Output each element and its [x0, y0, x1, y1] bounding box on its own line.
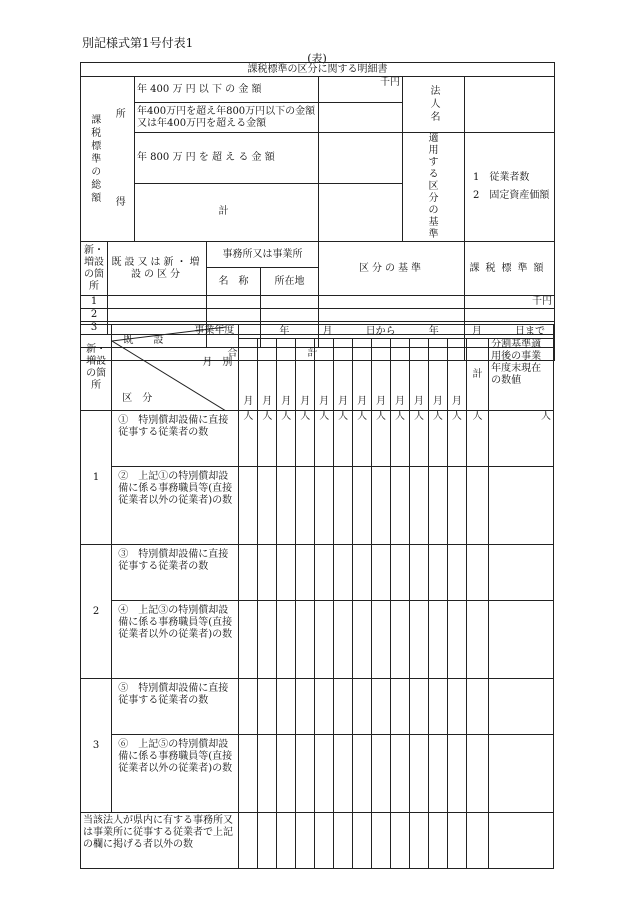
- month-value-cell[interactable]: [277, 735, 296, 813]
- month-value-cell[interactable]: [428, 735, 447, 813]
- month-value-cell[interactable]: [447, 679, 466, 735]
- month-value-cell[interactable]: [239, 813, 258, 869]
- month-value-cell[interactable]: [296, 467, 315, 545]
- month-value-cell[interactable]: [315, 545, 334, 601]
- month-value-cell[interactable]: [428, 601, 447, 679]
- month-value-cell[interactable]: [258, 735, 277, 813]
- row-4m-8m: 年400万円を超え年800万円以下の金額又は年400万円を超える金額: [135, 103, 319, 133]
- after-split-value-cell[interactable]: [489, 545, 554, 601]
- month-value-cell[interactable]: [239, 601, 258, 679]
- month-value-cell[interactable]: [409, 813, 428, 869]
- site-row-cell[interactable]: [108, 296, 207, 309]
- site-row-cell[interactable]: [319, 309, 465, 322]
- month-value-cell[interactable]: [428, 467, 447, 545]
- category-item: ⑥ 上記⑤の特別償却設備に係る事務職員等(直接従業者以外の従業者)の数: [112, 735, 239, 813]
- total-value-cell[interactable]: [466, 545, 488, 601]
- basis-options[interactable]: 1 従業者数 2 固定資産価額: [465, 133, 555, 242]
- month-value-cell[interactable]: [353, 601, 372, 679]
- month-value-cell[interactable]: [315, 679, 334, 735]
- month-value-cell[interactable]: [258, 601, 277, 679]
- month-value-cell[interactable]: [334, 813, 353, 869]
- grand-total-label: 合 計: [81, 348, 465, 361]
- month-label: 月: [447, 395, 466, 411]
- basis-label: 適用する区分の基準: [403, 133, 465, 242]
- name-col-label: 名 称: [207, 268, 261, 296]
- amount-4m-8m[interactable]: [319, 103, 403, 133]
- after-split-value-cell[interactable]: 人: [489, 411, 554, 467]
- after-split-value-cell[interactable]: [489, 735, 554, 813]
- month-value-cell[interactable]: [447, 601, 466, 679]
- month-value-cell[interactable]: [353, 735, 372, 813]
- month-label: 月: [258, 395, 277, 411]
- total-label: 課税標準の総額: [81, 77, 108, 242]
- month-value-cell[interactable]: [391, 813, 410, 869]
- month-value-cell[interactable]: [353, 545, 372, 601]
- month-value-cell[interactable]: [258, 813, 277, 869]
- month-value-cell[interactable]: [353, 467, 372, 545]
- month-value-cell[interactable]: 人: [334, 411, 353, 467]
- location-col-label: 所在地: [261, 268, 319, 296]
- basis-col-label: 区分の基準: [319, 242, 465, 296]
- month-label: 月: [372, 395, 391, 411]
- month-value-cell[interactable]: [372, 679, 391, 735]
- month-value-cell[interactable]: [277, 679, 296, 735]
- existing-row-label: 既 設: [81, 335, 207, 348]
- corp-name-label: 法人名: [403, 77, 465, 133]
- month-value-cell[interactable]: [296, 545, 315, 601]
- month-value-cell[interactable]: [447, 735, 466, 813]
- total-value-cell[interactable]: [466, 735, 488, 813]
- month-label: 月: [239, 395, 258, 411]
- month-value-cell[interactable]: 人: [372, 411, 391, 467]
- month-value-cell[interactable]: [296, 679, 315, 735]
- month-cell[interactable]: [315, 339, 334, 395]
- month-value-cell[interactable]: [239, 545, 258, 601]
- month-value-cell[interactable]: [447, 813, 466, 869]
- site-row-num: 1: [81, 296, 108, 309]
- total-value-cell[interactable]: [466, 679, 488, 735]
- month-label: 月: [296, 395, 315, 411]
- month-value-cell[interactable]: 人: [239, 411, 258, 467]
- month-value-cell[interactable]: [428, 545, 447, 601]
- month-value-cell[interactable]: [296, 813, 315, 869]
- site-row-cell[interactable]: [319, 296, 465, 309]
- group-number: 1: [81, 411, 112, 545]
- month-cell[interactable]: [372, 339, 391, 395]
- month-label: 月: [428, 395, 447, 411]
- month-cell[interactable]: [296, 339, 315, 395]
- month-label: 月: [391, 395, 410, 411]
- month-value-cell[interactable]: [391, 467, 410, 545]
- month-value-cell[interactable]: [239, 679, 258, 735]
- tax-base-table: [80, 62, 555, 361]
- site-row-amount[interactable]: [465, 309, 555, 322]
- month-value-cell[interactable]: [372, 813, 391, 869]
- month-cell[interactable]: [334, 339, 353, 395]
- after-split-value-cell[interactable]: [489, 813, 554, 869]
- income-label: 所 得: [108, 77, 135, 242]
- month-value-cell[interactable]: [391, 679, 410, 735]
- amount-over-8m[interactable]: [319, 133, 403, 184]
- site-row-cell[interactable]: [108, 309, 207, 322]
- month-value-cell[interactable]: [409, 545, 428, 601]
- category-item: ① 特別償却設備に直接従事する従業者の数: [112, 411, 239, 467]
- office-label: 事務所又は事業所: [207, 242, 319, 268]
- after-split-label: 分割基準適用後の事業年度末現在の数値: [489, 339, 554, 411]
- month-value-cell[interactable]: [239, 467, 258, 545]
- month-value-cell[interactable]: [372, 467, 391, 545]
- month-value-cell[interactable]: [334, 545, 353, 601]
- income-total-label: 計: [135, 183, 319, 241]
- after-split-value-cell[interactable]: [489, 601, 554, 679]
- site-row-cell[interactable]: [261, 309, 319, 322]
- month-value-cell[interactable]: [391, 735, 410, 813]
- lower-new-site-label: 新・増設の箇所: [81, 325, 112, 411]
- row-over-8m: 年 800 万 円 を 超 え る 金 額: [135, 133, 319, 184]
- month-value-cell[interactable]: 人: [315, 411, 334, 467]
- category-header: 事業年度 月 別 区 分: [112, 325, 239, 411]
- fiscal-year-period[interactable]: 年 月 日から 年 月 日まで: [239, 325, 554, 339]
- footer-label: 当該法人が県内に有する事務所又は事業所に従事する従業者で上記の欄に掲げる者以外の数: [81, 813, 239, 869]
- group-number: 2: [81, 545, 112, 679]
- category-item: ③ 特別償却設備に直接従事する従業者の数: [112, 545, 239, 601]
- month-cell[interactable]: [409, 339, 428, 395]
- category-item: ⑤ 特別償却設備に直接従事する従業者の数: [112, 679, 239, 735]
- row-under-4m: 年 400 万 円 以 下 の 金 額: [135, 77, 319, 103]
- month-label: 月: [409, 395, 428, 411]
- month-value-cell[interactable]: [428, 679, 447, 735]
- total-value-cell[interactable]: 人: [466, 411, 488, 467]
- month-value-cell[interactable]: [315, 813, 334, 869]
- month-value-cell[interactable]: [334, 735, 353, 813]
- month-value-cell[interactable]: [277, 813, 296, 869]
- month-label: 月: [353, 395, 372, 411]
- employee-table: [80, 324, 554, 411]
- month-value-cell[interactable]: [372, 601, 391, 679]
- month-cell[interactable]: [239, 339, 258, 395]
- month-value-cell[interactable]: [428, 813, 447, 869]
- month-value-cell[interactable]: 人: [428, 411, 447, 467]
- site-row-amount[interactable]: 千円: [465, 296, 555, 309]
- total-value-cell[interactable]: [466, 813, 488, 869]
- month-value-cell[interactable]: [258, 467, 277, 545]
- month-value-cell[interactable]: 人: [258, 411, 277, 467]
- month-value-cell[interactable]: [372, 545, 391, 601]
- month-value-cell[interactable]: 人: [296, 411, 315, 467]
- month-value-cell[interactable]: 人: [353, 411, 372, 467]
- month-value-cell[interactable]: [296, 735, 315, 813]
- month-value-cell[interactable]: [409, 467, 428, 545]
- month-value-cell[interactable]: [277, 601, 296, 679]
- new-site-label: 新・増設の箇所: [81, 242, 108, 296]
- category-item: ④ 上記③の特別償却設備に係る事務職員等(直接従業者以外の従業者)の数: [112, 601, 239, 679]
- total-value-cell[interactable]: [466, 601, 488, 679]
- month-value-cell[interactable]: [353, 813, 372, 869]
- month-cell[interactable]: [353, 339, 372, 395]
- month-cell[interactable]: [277, 339, 296, 395]
- employee-rows: [80, 410, 554, 869]
- month-label: 月: [315, 395, 334, 411]
- month-value-cell[interactable]: 人: [391, 411, 410, 467]
- month-value-cell[interactable]: [258, 545, 277, 601]
- month-value-cell[interactable]: [277, 467, 296, 545]
- month-total-label: 計: [466, 339, 488, 411]
- month-value-cell[interactable]: [409, 601, 428, 679]
- after-split-value-cell[interactable]: [489, 467, 554, 545]
- month-value-cell[interactable]: [334, 467, 353, 545]
- month-label: 月: [277, 395, 296, 411]
- corp-name-field[interactable]: [465, 77, 555, 133]
- month-cell[interactable]: [428, 339, 447, 395]
- month-value-cell[interactable]: [334, 679, 353, 735]
- month-value-cell[interactable]: [315, 467, 334, 545]
- existing-new-label: 既設又は新・増設の区分: [108, 242, 207, 296]
- month-value-cell[interactable]: [353, 679, 372, 735]
- month-value-cell[interactable]: [391, 545, 410, 601]
- site-row-cell[interactable]: [207, 309, 261, 322]
- month-value-cell[interactable]: [315, 601, 334, 679]
- month-cell[interactable]: [391, 339, 410, 395]
- form-id: 別記様式第1号付表1: [82, 36, 194, 50]
- tax-base-col-label: 課税標準額: [465, 242, 555, 296]
- month-value-cell[interactable]: [409, 679, 428, 735]
- month-cell[interactable]: [258, 339, 277, 395]
- month-value-cell[interactable]: [372, 735, 391, 813]
- month-label: 月: [334, 395, 353, 411]
- total-value-cell[interactable]: [466, 467, 488, 545]
- amount-under-4m[interactable]: 千円: [319, 77, 403, 103]
- category-item: ② 上記①の特別償却設備に係る事務職員等(直接従業者以外の従業者)の数: [112, 467, 239, 545]
- site-row-num: 3: [81, 322, 108, 335]
- sheet-label: (表): [307, 52, 327, 65]
- month-value-cell[interactable]: [258, 679, 277, 735]
- month-value-cell[interactable]: [315, 735, 334, 813]
- month-cell[interactable]: [447, 339, 466, 395]
- after-split-value-cell[interactable]: [489, 679, 554, 735]
- month-value-cell[interactable]: [239, 735, 258, 813]
- month-value-cell[interactable]: 人: [277, 411, 296, 467]
- site-row-cell[interactable]: [261, 296, 319, 309]
- form-title: 課税標準の区分に関する明細書: [81, 63, 555, 77]
- site-row-cell[interactable]: [207, 296, 261, 309]
- income-total-amount[interactable]: [319, 183, 403, 241]
- site-row-num: 2: [81, 309, 108, 322]
- month-value-cell[interactable]: [296, 601, 315, 679]
- group-number: 3: [81, 679, 112, 813]
- month-value-cell[interactable]: 人: [409, 411, 428, 467]
- month-value-cell[interactable]: [334, 601, 353, 679]
- month-value-cell[interactable]: [409, 735, 428, 813]
- month-value-cell[interactable]: 人: [447, 411, 466, 467]
- month-value-cell[interactable]: [391, 601, 410, 679]
- month-value-cell[interactable]: [277, 545, 296, 601]
- month-value-cell[interactable]: [447, 467, 466, 545]
- month-value-cell[interactable]: [447, 545, 466, 601]
